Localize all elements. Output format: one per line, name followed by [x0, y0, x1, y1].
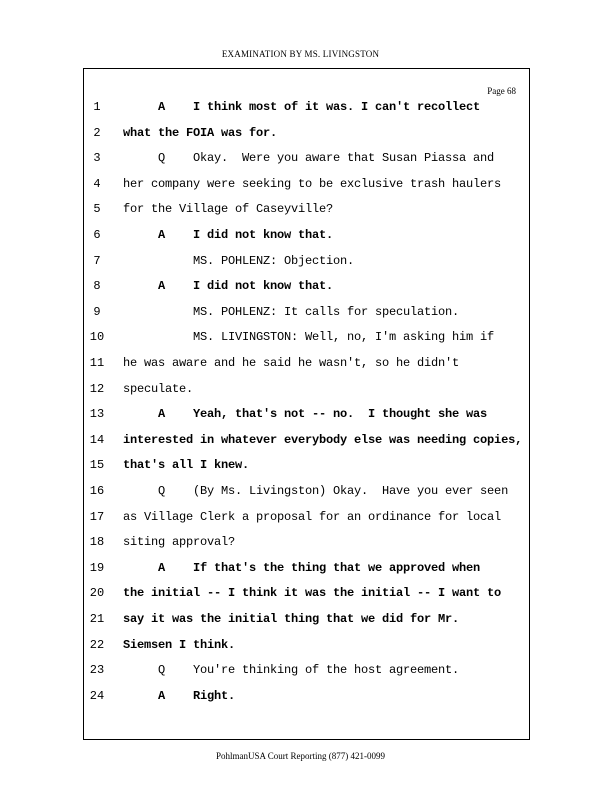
- line-text: Siemsen I think.: [123, 637, 236, 652]
- line-text: MS. LIVINGSTON: Well, no, I'm asking him if: [123, 330, 495, 345]
- line-number: 3: [93, 151, 101, 166]
- line-text: as Village Clerk a proposal for an ordinance for local: [123, 509, 502, 524]
- line-number: 1: [93, 100, 101, 114]
- line-number: 22: [89, 637, 105, 652]
- line-text: for the Village of Caseyville?: [123, 202, 334, 217]
- line-number: 21: [89, 612, 105, 626]
- line-text: A Right.: [123, 688, 236, 703]
- transcript-line: [0, 121, 601, 147]
- page-footer: PohlmanUSA Court Reporting (877) 421-0099: [216, 751, 385, 761]
- line-text: MS. POHLENZ: It calls for speculation.: [123, 304, 460, 319]
- line-text: A If that's the thing that we approved when: [123, 560, 481, 575]
- transcript-line: [0, 172, 601, 198]
- line-text: siting approval?: [123, 535, 236, 550]
- transcript-line: [0, 351, 601, 377]
- transcript-line: [0, 556, 601, 582]
- line-number: 8: [93, 279, 101, 294]
- transcript-line: [0, 223, 601, 249]
- line-number: 20: [89, 586, 105, 601]
- transcript-line: [0, 197, 601, 223]
- line-text: the initial -- I think it was the initial -- I want to: [123, 586, 502, 601]
- line-text: A I did not know that.: [123, 228, 334, 242]
- transcript-line: [0, 325, 601, 351]
- line-text: say it was the initial thing that we did for Mr.: [123, 612, 460, 626]
- transcript-line: [0, 530, 601, 556]
- line-number: 23: [89, 663, 105, 678]
- line-number: 13: [89, 407, 105, 422]
- line-number: 14: [89, 432, 105, 447]
- line-text: Q (By Ms. Livingston) Okay. Have you ever seen: [123, 484, 509, 498]
- line-number: 5: [93, 202, 101, 217]
- line-number: 16: [89, 484, 105, 498]
- line-text: he was aware and he said he wasn't, so he didn't: [123, 356, 460, 370]
- line-number: 6: [93, 228, 101, 242]
- transcript-line: [0, 453, 601, 479]
- transcript-line: [0, 95, 601, 121]
- transcript-line: [0, 300, 601, 326]
- line-number: 7: [93, 253, 101, 268]
- transcript-line: [0, 146, 601, 172]
- line-number: 24: [89, 688, 105, 703]
- transcript-line: [0, 274, 601, 300]
- transcript-line: [0, 377, 601, 403]
- line-text: Q Okay. Were you aware that Susan Piassa and: [123, 151, 495, 166]
- transcript-line: [0, 479, 601, 505]
- transcript-line: [0, 684, 601, 710]
- transcript-line: [0, 505, 601, 531]
- line-number: 2: [93, 125, 101, 140]
- line-text: A Yeah, that's not -- no. I thought she was: [123, 407, 488, 422]
- line-text: MS. POHLENZ: Objection.: [123, 253, 355, 268]
- line-number: 10: [89, 330, 105, 345]
- transcript-line: [0, 607, 601, 633]
- page-header: EXAMINATION BY MS. LIVINGSTON: [221, 49, 380, 59]
- line-text: speculate.: [123, 381, 194, 396]
- line-text: interested in whatever everybody else was needing copies,: [123, 432, 523, 447]
- transcript-line: [0, 402, 601, 428]
- line-text: A I think most of it was. I can't recollect: [123, 100, 481, 114]
- line-number: 18: [89, 535, 105, 550]
- transcript-line: [0, 581, 601, 607]
- transcript-line: [0, 249, 601, 275]
- line-number: 11: [89, 356, 105, 370]
- line-text: that's all I knew.: [123, 458, 250, 473]
- transcript-line: [0, 428, 601, 454]
- transcript-line: [0, 633, 601, 659]
- line-number: 4: [93, 176, 101, 191]
- line-text: A I did not know that.: [123, 279, 334, 294]
- transcript-line: [0, 658, 601, 684]
- line-number: 19: [89, 560, 105, 575]
- line-number: 15: [89, 458, 105, 473]
- line-number: 17: [89, 509, 105, 524]
- line-text: Q You're thinking of the host agreement.: [123, 663, 460, 678]
- line-text: her company were seeking to be exclusive trash haulers: [123, 176, 502, 191]
- page-number: Page 68: [487, 86, 516, 96]
- line-text: what the FOIA was for.: [123, 125, 278, 140]
- line-number: 9: [93, 304, 101, 319]
- line-number: 12: [89, 381, 105, 396]
